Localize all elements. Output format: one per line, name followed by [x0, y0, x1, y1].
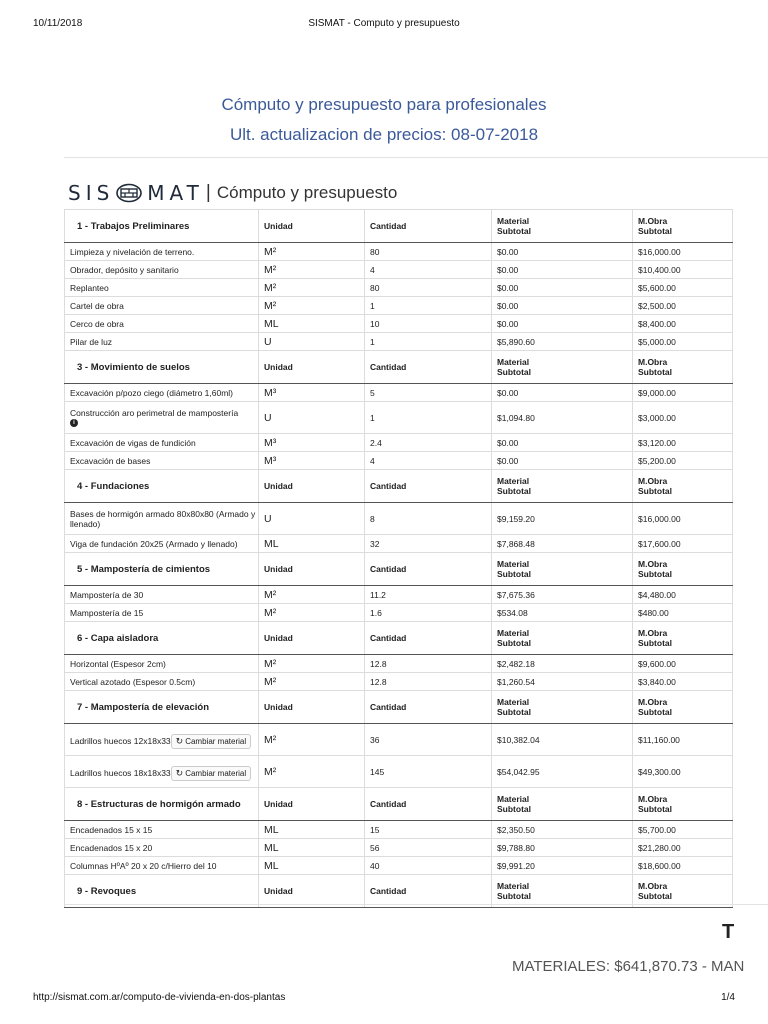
item-unit: M² [259, 297, 365, 315]
item-name-cell [65, 655, 259, 673]
item-labor-subtotal: $21,280.00 [633, 839, 733, 857]
brand-separator: | [205, 182, 211, 203]
item-name: Bases de hormigón armado 80x80x80 (Armado y llenado) [70, 508, 256, 529]
item-quantity: 4 [365, 452, 492, 470]
item-labor-subtotal: $16,000.00 [633, 243, 733, 261]
item-labor-subtotal: $5,000.00 [633, 333, 733, 351]
item-quantity: 1 [365, 402, 492, 434]
section-header-row [65, 470, 733, 503]
table-row [65, 821, 733, 839]
column-header-unit: Unidad [259, 210, 365, 243]
item-labor-subtotal: $11,160.00 [633, 724, 733, 756]
item-name-cell [65, 384, 259, 402]
item-name-cell [65, 315, 259, 333]
column-header-material-sub: Subtotal [497, 226, 531, 236]
column-header-material-label: Material [497, 794, 530, 804]
item-labor-subtotal: $2,500.00 [633, 297, 733, 315]
item-name: Limpieza y nivelación de terreno. [70, 246, 195, 257]
item-name: Cerco de obra [70, 318, 124, 329]
print-url: http://sismat.com.ar/computo-de-vivienda-en-dos-plantas [33, 992, 286, 1003]
item-quantity: 36 [365, 724, 492, 756]
item-name: Mampostería de 15 [70, 607, 144, 618]
item-quantity: 12.8 [365, 673, 492, 691]
item-labor-subtotal: $10,400.00 [633, 261, 733, 279]
column-header-labor-label: M.Obra [638, 559, 668, 569]
item-unit: M³ [259, 452, 365, 470]
table-row [65, 756, 733, 788]
item-name: Horizontal (Espesor 2cm) [70, 658, 166, 669]
item-labor-subtotal: $8,400.00 [633, 315, 733, 333]
item-name-cell [65, 434, 259, 452]
item-quantity: 145 [365, 756, 492, 788]
print-page-number: 1/4 [721, 992, 735, 1003]
item-material-subtotal: $54,042.95 [492, 756, 633, 788]
item-labor-subtotal: $5,600.00 [633, 279, 733, 297]
column-header-material-label: Material [497, 697, 530, 707]
column-header-material-sub: Subtotal [497, 891, 531, 901]
item-unit: M³ [259, 434, 365, 452]
item-unit: U [259, 503, 365, 535]
item-material-subtotal: $0.00 [492, 434, 633, 452]
section-header-row [65, 622, 733, 655]
budget-table-container[interactable] [64, 209, 768, 901]
column-header-material-label: Material [497, 881, 530, 891]
item-material-subtotal: $7,675.36 [492, 586, 633, 604]
item-name: Pilar de luz [70, 336, 113, 347]
item-material-subtotal: $0.00 [492, 297, 633, 315]
item-material-subtotal: $0.00 [492, 261, 633, 279]
totals-heading: T [722, 921, 735, 943]
column-header-material [492, 351, 633, 384]
table-row [65, 452, 733, 470]
item-name-cell [65, 821, 259, 839]
section-header-row [65, 788, 733, 821]
item-name-cell [65, 724, 259, 756]
brand [68, 180, 397, 206]
column-header-labor [633, 691, 733, 724]
section-title: 7 - Mampostería de elevación [65, 691, 259, 724]
item-name-cell [65, 857, 259, 875]
change-material-label: Cambiar material [185, 736, 247, 746]
item-labor-subtotal: $3,000.00 [633, 402, 733, 434]
item-quantity: 15 [365, 821, 492, 839]
item-quantity: 1.6 [365, 604, 492, 622]
item-name-cell [65, 452, 259, 470]
column-header-material [492, 622, 633, 655]
column-header-material [492, 875, 633, 908]
item-unit: M² [259, 724, 365, 756]
page-heading: Cómputo y presupuesto para profesionales [221, 95, 547, 114]
item-material-subtotal: $1,094.80 [492, 402, 633, 434]
item-unit: U [259, 333, 365, 351]
section-header-row [65, 351, 733, 384]
section-title: 3 - Movimiento de suelos [65, 351, 259, 384]
item-quantity: 80 [365, 279, 492, 297]
column-header-labor-label: M.Obra [638, 216, 668, 226]
item-name: Vertical azotado (Espesor 0.5cm) [70, 676, 196, 687]
item-name-cell [65, 279, 259, 297]
column-header-material-label: Material [497, 628, 530, 638]
item-labor-subtotal: $49,300.00 [633, 756, 733, 788]
item-labor-subtotal: $4,480.00 [633, 586, 733, 604]
column-header-labor [633, 470, 733, 503]
table-row [65, 673, 733, 691]
column-header-labor-sub: Subtotal [638, 486, 672, 496]
logo-text-right: MAT [147, 181, 204, 205]
print-title: SISMAT - Computo y presupuesto [308, 18, 460, 29]
item-labor-subtotal: $5,700.00 [633, 821, 733, 839]
item-labor-subtotal: $3,840.00 [633, 673, 733, 691]
column-header-quantity: Cantidad [365, 875, 492, 908]
item-unit: M³ [259, 384, 365, 402]
item-material-subtotal: $5,890.60 [492, 333, 633, 351]
section-title: 8 - Estructuras de hormigón armado [65, 788, 259, 821]
item-name: Mampostería de 30 [70, 589, 144, 600]
item-material-subtotal: $0.00 [492, 243, 633, 261]
item-labor-subtotal: $18,600.00 [633, 857, 733, 875]
item-quantity: 10 [365, 315, 492, 333]
section-header-row [65, 210, 733, 243]
item-material-subtotal: $0.00 [492, 279, 633, 297]
column-header-unit: Unidad [259, 351, 365, 384]
item-unit: ML [259, 857, 365, 875]
item-material-subtotal: $9,788.80 [492, 839, 633, 857]
change-material-button[interactable] [171, 766, 251, 781]
column-header-unit: Unidad [259, 875, 365, 908]
table-row [65, 261, 733, 279]
item-unit: M² [259, 604, 365, 622]
budget-table [64, 209, 733, 908]
item-name-cell [65, 297, 259, 315]
item-name: Encadenados 15 x 15 [70, 824, 153, 835]
column-header-labor-label: M.Obra [638, 476, 668, 486]
item-unit: M² [259, 673, 365, 691]
column-header-material [492, 553, 633, 586]
item-name: Excavación de vigas de fundición [70, 437, 196, 448]
item-name-cell [65, 243, 259, 261]
column-header-labor [633, 875, 733, 908]
column-header-labor-label: M.Obra [638, 357, 668, 367]
table-row [65, 857, 733, 875]
column-header-labor-sub: Subtotal [638, 226, 672, 236]
item-labor-subtotal: $9,600.00 [633, 655, 733, 673]
column-header-labor-sub: Subtotal [638, 638, 672, 648]
column-header-labor-label: M.Obra [638, 881, 668, 891]
item-name: Encadenados 15 x 20 [70, 842, 153, 853]
logo-text-left: SIS [68, 181, 115, 205]
brand-subtitle: Cómputo y presupuesto [216, 183, 398, 202]
table-row [65, 724, 733, 756]
column-header-labor-sub: Subtotal [638, 569, 672, 579]
section-title: 5 - Mampostería de cimientos [65, 553, 259, 586]
column-header-quantity: Cantidad [365, 470, 492, 503]
column-header-labor-label: M.Obra [638, 628, 668, 638]
table-row [65, 402, 733, 434]
item-material-subtotal: $9,991.20 [492, 857, 633, 875]
column-header-unit: Unidad [259, 691, 365, 724]
column-header-material-label: Material [497, 476, 530, 486]
item-unit: U [259, 402, 365, 434]
column-header-unit: Unidad [259, 553, 365, 586]
column-header-labor [633, 788, 733, 821]
item-material-subtotal: $2,350.50 [492, 821, 633, 839]
item-quantity: 32 [365, 535, 492, 553]
item-unit: ML [259, 821, 365, 839]
column-header-material [492, 691, 633, 724]
item-unit: ML [259, 839, 365, 857]
item-labor-subtotal: $16,000.00 [633, 503, 733, 535]
column-header-material-sub: Subtotal [497, 486, 531, 496]
column-header-quantity: Cantidad [365, 622, 492, 655]
item-labor-subtotal: $17,600.00 [633, 535, 733, 553]
item-quantity: 1 [365, 297, 492, 315]
column-header-labor-sub: Subtotal [638, 367, 672, 377]
column-header-unit: Unidad [259, 622, 365, 655]
item-name: Excavación p/pozo ciego (diámetro 1,60ml) [70, 387, 233, 398]
item-quantity: 2.4 [365, 434, 492, 452]
item-material-subtotal: $0.00 [492, 384, 633, 402]
item-material-subtotal: $2,482.18 [492, 655, 633, 673]
table-row [65, 243, 733, 261]
divider [64, 157, 768, 158]
item-name: Ladrillos huecos 12x18x33 [70, 735, 171, 746]
item-quantity: 56 [365, 839, 492, 857]
item-name-cell [65, 535, 259, 553]
item-name: Replanteo [70, 282, 109, 293]
item-quantity: 8 [365, 503, 492, 535]
print-header [0, 18, 768, 32]
table-row [65, 315, 733, 333]
item-quantity: 80 [365, 243, 492, 261]
item-material-subtotal: $534.08 [492, 604, 633, 622]
item-name: Ladrillos huecos 18x18x33 [70, 767, 171, 778]
column-header-labor [633, 351, 733, 384]
column-header-labor [633, 553, 733, 586]
item-quantity: 40 [365, 857, 492, 875]
column-header-material-sub: Subtotal [497, 367, 531, 377]
item-name-cell [65, 586, 259, 604]
item-name-cell [65, 604, 259, 622]
print-date: 10/11/2018 [33, 18, 83, 29]
item-labor-subtotal: $480.00 [633, 604, 733, 622]
column-header-labor-sub: Subtotal [638, 891, 672, 901]
item-labor-subtotal: $3,120.00 [633, 434, 733, 452]
item-material-subtotal: $10,382.04 [492, 724, 633, 756]
column-header-quantity: Cantidad [365, 788, 492, 821]
column-header-labor-label: M.Obra [638, 697, 668, 707]
item-name-cell [65, 839, 259, 857]
section-header-row [65, 875, 733, 908]
column-header-material-sub: Subtotal [497, 569, 531, 579]
table-row [65, 333, 733, 351]
item-name: Construcción aro perimetral de mampostería [70, 407, 239, 418]
item-material-subtotal: $1,260.54 [492, 673, 633, 691]
column-header-material-sub: Subtotal [497, 638, 531, 648]
table-row [65, 604, 733, 622]
item-material-subtotal: $0.00 [492, 315, 633, 333]
column-header-quantity: Cantidad [365, 210, 492, 243]
item-name-cell [65, 261, 259, 279]
item-name: Viga de fundación 20x25 (Armado y llenado) [70, 538, 238, 549]
item-unit: M² [259, 756, 365, 788]
divider-bottom [64, 904, 768, 905]
item-labor-subtotal: $9,000.00 [633, 384, 733, 402]
item-unit: ML [259, 315, 365, 333]
item-name-cell [65, 673, 259, 691]
item-unit: M² [259, 261, 365, 279]
item-unit: ML [259, 535, 365, 553]
table-row [65, 279, 733, 297]
table-row [65, 384, 733, 402]
item-quantity: 12.8 [365, 655, 492, 673]
column-header-material-label: Material [497, 559, 530, 569]
column-header-labor-sub: Subtotal [638, 707, 672, 717]
table-row [65, 655, 733, 673]
item-material-subtotal: $7,868.48 [492, 535, 633, 553]
table-row [65, 839, 733, 857]
item-material-subtotal: $0.00 [492, 452, 633, 470]
column-header-material-label: Material [497, 216, 530, 226]
item-name-cell [65, 503, 259, 535]
column-header-labor [633, 622, 733, 655]
column-header-labor [633, 210, 733, 243]
refresh-icon: ↻ [175, 767, 184, 778]
item-name: Cartel de obra [70, 300, 124, 311]
column-header-unit: Unidad [259, 470, 365, 503]
brick-logo-icon [116, 183, 142, 203]
item-name-cell [65, 402, 259, 434]
item-labor-subtotal: $5,200.00 [633, 452, 733, 470]
column-header-material [492, 210, 633, 243]
section-title: 1 - Trabajos Preliminares [65, 210, 259, 243]
item-name: Obrador, depósito y sanitario [70, 264, 179, 275]
table-row [65, 586, 733, 604]
totals-summary: MATERIALES: $641,870.73 - MAN [512, 958, 745, 975]
item-quantity: 1 [365, 333, 492, 351]
table-row [65, 503, 733, 535]
item-unit: M² [259, 586, 365, 604]
item-quantity: 5 [365, 384, 492, 402]
column-header-labor-label: M.Obra [638, 794, 668, 804]
table-row [65, 297, 733, 315]
section-title: 4 - Fundaciones [65, 470, 259, 503]
column-header-quantity: Cantidad [365, 691, 492, 724]
item-quantity: 4 [365, 261, 492, 279]
column-header-quantity: Cantidad [365, 553, 492, 586]
item-name: Excavación de bases [70, 455, 151, 466]
item-unit: M² [259, 243, 365, 261]
table-row [65, 434, 733, 452]
item-name: Columnas HºAº 20 x 20 c/Hierro del 10 [70, 860, 217, 871]
item-quantity: 11.2 [365, 586, 492, 604]
column-header-material [492, 470, 633, 503]
column-header-material-label: Material [497, 357, 530, 367]
change-material-button[interactable] [171, 734, 251, 749]
refresh-icon: ↻ [175, 735, 184, 746]
item-unit: M² [259, 655, 365, 673]
column-header-material-sub: Subtotal [497, 804, 531, 814]
price-update-date: Ult. actualizacion de precios: 08-07-2018 [229, 125, 539, 144]
item-name-cell [65, 333, 259, 351]
column-header-material [492, 788, 633, 821]
column-header-unit: Unidad [259, 788, 365, 821]
section-header-row [65, 691, 733, 724]
table-row [65, 535, 733, 553]
item-name-cell [65, 756, 259, 788]
change-material-label: Cambiar material [185, 768, 247, 778]
item-unit: M² [259, 279, 365, 297]
section-title: 6 - Capa aisladora [65, 622, 259, 655]
column-header-labor-sub: Subtotal [638, 804, 672, 814]
item-material-subtotal: $9,159.20 [492, 503, 633, 535]
section-title: 9 - Revoques [65, 875, 259, 908]
column-header-quantity: Cantidad [365, 351, 492, 384]
section-header-row [65, 553, 733, 586]
column-header-material-sub: Subtotal [497, 707, 531, 717]
info-icon[interactable]: i [70, 419, 78, 427]
